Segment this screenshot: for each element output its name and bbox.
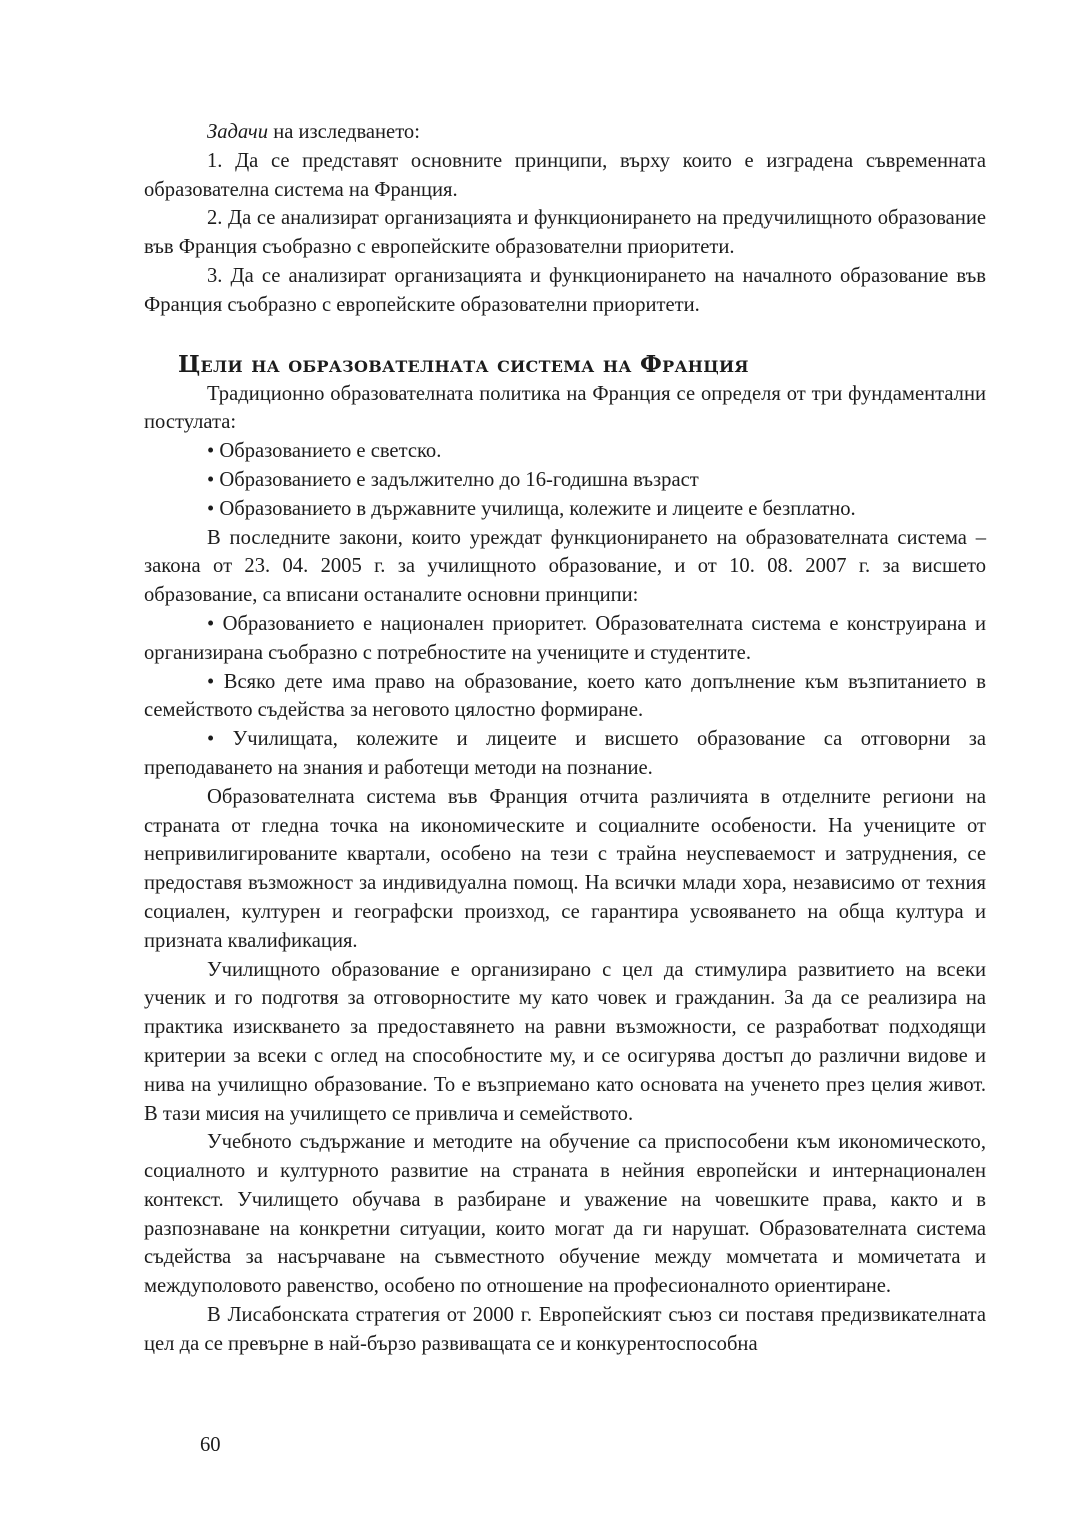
- spacer: [144, 320, 986, 350]
- section-heading: Цели на образователната система на Франция: [178, 350, 749, 378]
- paragraph: Традиционно образователната политика на Франция се определя от три фундаментални постулата:: [144, 382, 986, 434]
- paragraph: В последните закони, които уреждат функционирането на образователната система – закона от 23. 04. 2005 г. за училищното образование, и от 10. 08. 2007 г. за висшето образование, са вписани останалите основни принципи:: [144, 526, 986, 607]
- tasks-heading-italic: Задачи: [207, 121, 269, 143]
- task-item: 3. Да се анализират организацията и функционирането на началното образование във Франция съобразно с европейските образователни приоритети.: [144, 264, 986, 316]
- bullet-item: • Образованието е светско.: [207, 440, 442, 463]
- paragraph: Образователната система във Франция отчита различията в отделните региони на страната от гледна точка на икономическите и социалните особености. На учениците от непривилигированите квартали, особено на тези с трайна неуспеваемост и затруднения, се предоставя възможност за индивидуална помощ. На всички млади хора, независимо от техния социален, културен и географски произход, се гарантира усвояването на обща култура и призната квалификация.: [144, 785, 986, 952]
- bullet-item: • Образованието е национален приоритет. Образователната система е конструирана и организирана съобразно с потребностите на учениците и студентите.: [144, 612, 986, 664]
- paragraph: В Лисабонската стратегия от 2000 г. Европейският съюз си поставя предизвикателната цел да се превърне в най-бързо развиващата се и конкурентоспособна: [144, 1304, 986, 1355]
- bullet-item: • Училищата, колежите и лицеите и висшето образование са отговорни за преподаването на знания и работещи методи на познание.: [144, 728, 986, 779]
- page-number: 60: [200, 1434, 221, 1456]
- bullet-item: • Образованието в държавните училища, колежите и лицеите е безплатно.: [207, 497, 856, 520]
- tasks-heading: [144, 118, 986, 147]
- body-text: [144, 118, 986, 1359]
- task-item: 1. Да се представят основните принципи, върху които е изградена съвременната образователна система на Франция.: [144, 149, 986, 201]
- task-item: 2. Да се анализират организацията и функционирането на предучилищното образование във Франция съобразно с европейските образователни приоритети.: [144, 207, 986, 259]
- paragraph: Учебното съдържание и методите на обучение са приспособени към икономическото, социалното и културното развитие на страната в нейния европейски и интернационален контекст. Училището обучава в разбиране и уважение на човешките права, както и в разпознаване на конкретни ситуации, които могат да ги нарушат. Образователната система съдейства за насърчаване на съвместното обучение между момчетата и момичетата и междуполовото равенство, особено по отношение на професионалното ориентиране.: [144, 1131, 986, 1298]
- tasks-heading-rest: на изследването:: [268, 121, 420, 143]
- bullet-item: • Образованието е задължително до 16-годишна възраст: [207, 468, 699, 491]
- paragraph: Училищното образование е организирано с цел да стимулира развитието на всеки ученик и го подготвя за отговорностите му като човек и гражданин. За да се реализира на практика изискването за предоставянето на равни възможности, се разработват подходящи критерии за всеки с оглед на способностите му, и се осигурява достъп до различни видове и нива на училищно образование. То е възприемано като основата на ученето през целия живот. В тази мисия на училището се привлича и семейството.: [144, 958, 986, 1125]
- bullet-item: • Всяко дете има право на образование, което като допълнение към възпитанието в семейството съдейства за неговото цялостно формиране.: [144, 670, 986, 722]
